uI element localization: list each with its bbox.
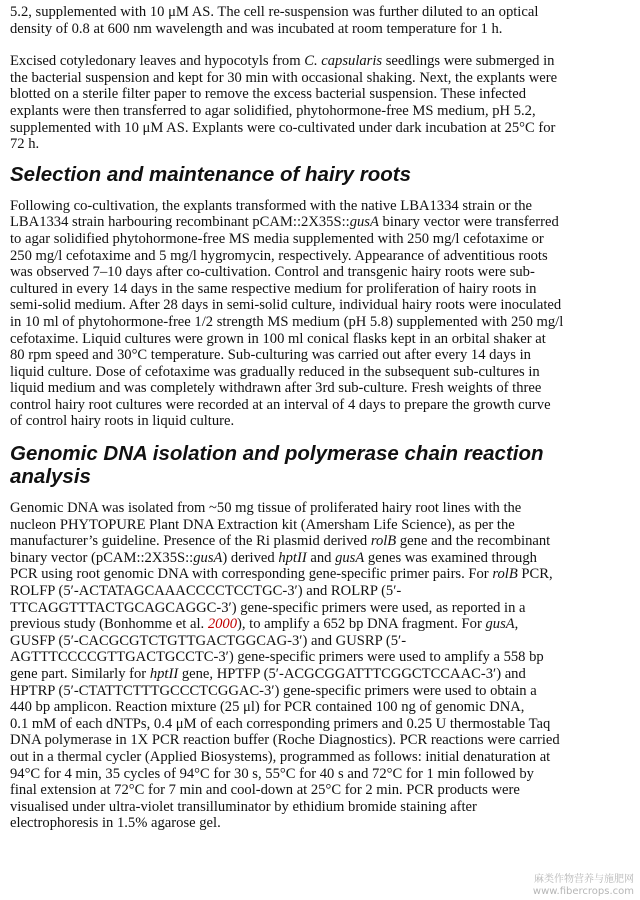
watermark-line: www.fibercrops.com (532, 886, 634, 897)
text-line: 440 bp amplicon. Reaction mixture (25 μl) for PCR contained 100 ng of genomic DNA, (10, 699, 525, 716)
text-run: PCR using root genomic DNA with corresponding gene-specific primer pairs. For (10, 566, 493, 583)
text-run: ), to amplify a 652 bp DNA fragment. For (237, 616, 486, 633)
text-run: ) derived (222, 549, 279, 566)
text-run: gene and the recombinant (396, 533, 551, 550)
gene-name: hptII (149, 666, 179, 682)
text-run: , (514, 616, 519, 633)
text-line: liquid medium and was completely withdrawn after 3rd sub-culture. Fresh weights of three (10, 380, 542, 397)
text-line: electrophoresis in 1.5% agarose gel. (10, 815, 221, 832)
gene-name: gusA (485, 616, 515, 633)
text-line: 0.1 mM of each dNTPs, 0.4 μM of each corresponding primers and 0.25 U thermostable Taq (10, 715, 551, 732)
watermark-line: 麻类作物营养与施肥网 (534, 874, 634, 885)
citation-link-2000[interactable]: 2000 (207, 616, 237, 633)
text-run: gene part. Similarly for (10, 666, 150, 682)
text-line: explants were then transferred to agar solidified, phytohormone-free MS medium, pH 5.2, (10, 102, 536, 119)
text-line: in 10 ml of phytohormone-free 1/2 strength MS medium (pH 5.8) supplemented with 250 mg/l (10, 313, 564, 330)
text-line: 72 h. (10, 136, 40, 153)
text-line: blotted on a sterile filter paper to remove the excess bacterial suspension. These infected (10, 86, 526, 103)
text-run: manufacturer’s guideline. Presence of the Ri plasmid derived (10, 533, 371, 550)
text-line: of control hairy roots in liquid culture. (10, 413, 235, 430)
text-line: HPTRP (5′-CTATTCTTTGCCCTCGGAC-3′) gene-specific primers were used to obtain a (10, 682, 537, 699)
gene-name: rolB (370, 533, 397, 550)
text-line: the bacterial suspension and kept for 30 min with occasional shaking. Next, the explants were (10, 69, 558, 86)
text-line: 80 rpm speed and 30°C temperature. Sub-culturing was carried out after every 14 days in (10, 347, 531, 364)
text-line: control hairy root cultures were recorded at an interval of 4 days to prepare the growth curve (10, 396, 551, 413)
text-run: PCR, (517, 566, 553, 583)
text-line: visualised under ultra-violet transilluminator by ethidium bromide staining after (10, 798, 477, 815)
text-run: binary vector were transferred (378, 214, 559, 231)
text-run: Excised cotyledonary leaves and hypocotyls from (10, 53, 305, 70)
text-line: AGTTTCCCCGTTGACTGCCTC-3′) gene-specific primers were used to amplify a 558 bp (10, 649, 544, 666)
text-line: 250 mg/l cefotaxime and 5 mg/l hygromycin, respectively. Appearance of adventitious roots (10, 247, 548, 264)
text-line: TTCAGGTTTACTGCAGCAGGC-3′) gene-specific primers were used, as reported in a (10, 599, 526, 616)
text-line: supplemented with 10 μM AS. Explants were co-cultivated under dark incubation at 25°C for (10, 119, 556, 136)
text-run: seedlings were submerged in (382, 53, 555, 70)
text-run: and (306, 549, 336, 566)
text-line: density of 0.8 at 600 nm wavelength and was incubated at room temperature for 1 h. (10, 20, 503, 37)
paragraph-selection (10, 198, 630, 430)
gene-name: gusA (335, 549, 365, 566)
paragraph-inoculum (10, 4, 630, 37)
text-line: Genomic DNA was isolated from ~50 mg tissue of proliferated hairy root lines with the (10, 500, 522, 517)
text-line: final extension at 72°C for 7 min and cool-down at 25°C for 2 min. PCR products were (10, 782, 520, 799)
text-run: previous study (Bonhomme et al. (10, 616, 208, 633)
section-heading-selection: Selection and maintenance of hairy roots (10, 162, 411, 186)
text-line: cultured in every 14 days in the same respective medium for proliferation of hairy roots in (10, 280, 537, 297)
text-line: was observed 7–10 days after co-cultivation. Control and transgenic hairy roots were sub- (10, 264, 535, 281)
text-line: DNA polymerase in 1X PCR reaction buffer (Roche Diagnostics). PCR reactions were carried (10, 732, 560, 749)
text-line: ROLFP (5′-ACTATAGCAAACCCCTCCTGC-3′) and ROLRP (5′- (10, 583, 402, 600)
species-name: C. capsularis (304, 53, 383, 70)
paragraph-explants (10, 53, 630, 153)
text-line: liquid culture. Dose of cefotaxime was gradually reduced in the subsequent sub-cultures in (10, 363, 540, 380)
text-line: to agar solidified phytohormone-free MS media supplemented with 250 mg/l cefotaxime or (10, 230, 544, 247)
text-line: nucleon PHYTOPURE Plant DNA Extraction kit (Amersham Life Science), as per the (10, 516, 515, 533)
heading-line: Genomic DNA isolation and polymerase chain reaction (10, 442, 544, 466)
text-line: 94°C for 4 min, 35 cycles of 94°C for 30 s, 55°C for 40 s and 72°C for 1 min followed by (10, 765, 534, 782)
text-line: semi-solid medium. After 28 days in semi-solid culture, individual hairy roots were inoculated (10, 297, 562, 314)
heading-line: analysis (10, 465, 91, 489)
text-run: binary vector (pCAM::2X35S:: (10, 549, 194, 566)
text-line: out in a thermal cycler (Applied Biosystems), programmed as follows: initial denaturation at (10, 748, 551, 765)
gene-name: gusA (349, 214, 379, 231)
paragraph-genomic-dna (10, 500, 630, 832)
text-line: cefotaxime. Liquid cultures were grown in 100 ml conical flasks kept in an orbital shaker at (10, 330, 546, 347)
text-line: Following co-cultivation, the explants transformed with the native LBA1334 strain or the (10, 197, 533, 214)
gene-name: hptII (278, 549, 307, 566)
section-heading-genomic-dna (10, 442, 630, 488)
text-run: gene, HPTFP (5′-ACGCGGATTTCGGCTCCAAC-3′) and (178, 666, 526, 682)
gene-name: rolB (492, 566, 518, 583)
text-line: GUSFP (5′-CACGCGTCTGTTGACTGGCAG-3′) and GUSRP (5′- (10, 632, 407, 649)
gene-name: gusA (193, 549, 223, 566)
text-run: LBA1334 strain harbouring recombinant pCAM::2X35S:: (10, 214, 350, 231)
site-watermark (533, 874, 634, 898)
text-run: genes was examined through (364, 549, 537, 566)
text-line: 5.2, supplemented with 10 μM AS. The cell re-suspension was further diluted to an optical (10, 4, 539, 20)
